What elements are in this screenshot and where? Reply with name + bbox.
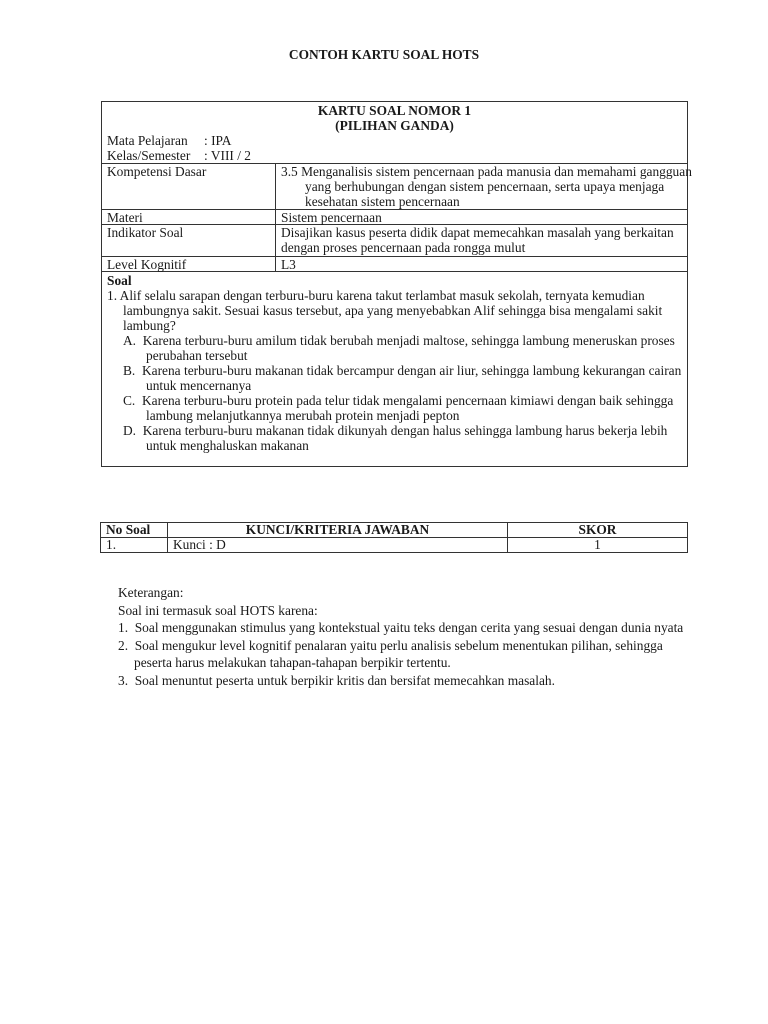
cell-no-soal: 1. — [101, 538, 168, 553]
answer-options — [123, 333, 682, 453]
meta-subject — [107, 133, 251, 148]
option-a: A. Karena terburu-buru amilum tidak berubah menjadi maltose, sehingga lambung meneruskan proses perubahan tersebut — [123, 333, 675, 363]
header-no-soal: No Soal — [101, 523, 168, 538]
column-divider — [275, 163, 276, 271]
cell-skor: 1 — [508, 538, 688, 553]
meta-subject-value: : IPA — [204, 133, 232, 148]
meta-class-value: : VIII / 2 — [204, 148, 251, 163]
notes-item: 3. Soal menuntut peserta untuk berpikir kritis dan bersifat memecahkan masalah. — [118, 672, 555, 688]
table-row — [101, 538, 688, 553]
header-kunci: KUNCI/KRITERIA JAWABAN — [168, 523, 508, 538]
materi-label: Materi — [107, 210, 143, 225]
meta-class-label: Kelas/Semester — [107, 148, 191, 163]
kd-value: 3.5 Menganalisis sistem pencernaan pada manusia dan memahami gangguan yang berhubungan dengan sistem pencernaan, serta upaya menjaga kesehatan sistem pencernaan — [281, 164, 692, 209]
option-d: D. Karena terburu-buru makanan tidak dikunyah dengan halus sehingga lambung harus bekerja lebih untuk menghaluskan makanan — [123, 423, 668, 453]
header-skor: SKOR — [508, 523, 688, 538]
document-title: CONTOH KARTU SOAL HOTS — [288, 47, 480, 62]
level-label: Level Kognitif — [107, 257, 187, 272]
notes-item: 2. Soal mengukur level kognitif penalaran yaitu perlu analisis sebelum menentukan pilihan, sehingga peserta harus melakukan tahapan-tahapan berpikir tertentu. — [118, 637, 663, 670]
meta-class — [107, 148, 251, 163]
answer-key-table — [100, 522, 688, 553]
question-card — [101, 101, 692, 467]
indikator-value: Disajikan kasus peserta didik dapat memecahkan masalah yang berkaitan dengan proses pencernaan pada rongga mulut — [281, 225, 674, 255]
meta-subject-label: Mata Pelajaran — [107, 133, 188, 148]
indikator-label: Indikator Soal — [107, 225, 184, 240]
card-heading-number: KARTU SOAL NOMOR 1 — [317, 103, 472, 118]
question-text: 1. Alif selalu sarapan dengan terburu-buru karena takut terlambat masuk sekolah, ternyata kemudian lambungnya sakit. Sesuai kasus tersebut, apa yang menyebabkan Alif sehingga bisa mengalami sakit lambung? — [107, 288, 663, 333]
option-c: C. Karena terburu-buru protein pada telur tidak mengalami pencernaan kimiawi dengan baik sehingga lambung melanjutkannya merubah protein menjadi pepton — [123, 393, 674, 423]
notes-heading: Keterangan: — [118, 585, 184, 600]
notes-intro: Soal ini termasuk soal HOTS karena: — [118, 602, 318, 618]
option-b: B. Karena terburu-buru makanan tidak bercampur dengan air liur, sehingga lambung kekurangan cairan untuk mencernanya — [123, 363, 682, 393]
notes-section — [118, 584, 688, 689]
level-value: L3 — [281, 257, 296, 272]
notes-item: 1. Soal menggunakan stimulus yang kontekstual yaitu teks dengan cerita yang sesuai dengan dunia nyata — [118, 620, 684, 635]
card-meta — [107, 133, 251, 163]
card-heading — [102, 103, 687, 133]
cell-kunci: Kunci : D — [168, 538, 508, 553]
question-heading: Soal — [107, 273, 132, 288]
kd-label: Kompetensi Dasar — [107, 164, 207, 179]
card-heading-type: (PILIHAN GANDA) — [335, 118, 454, 133]
materi-value: Sistem pencernaan — [281, 210, 382, 225]
question-section — [107, 273, 682, 453]
answer-table-header — [101, 523, 688, 538]
